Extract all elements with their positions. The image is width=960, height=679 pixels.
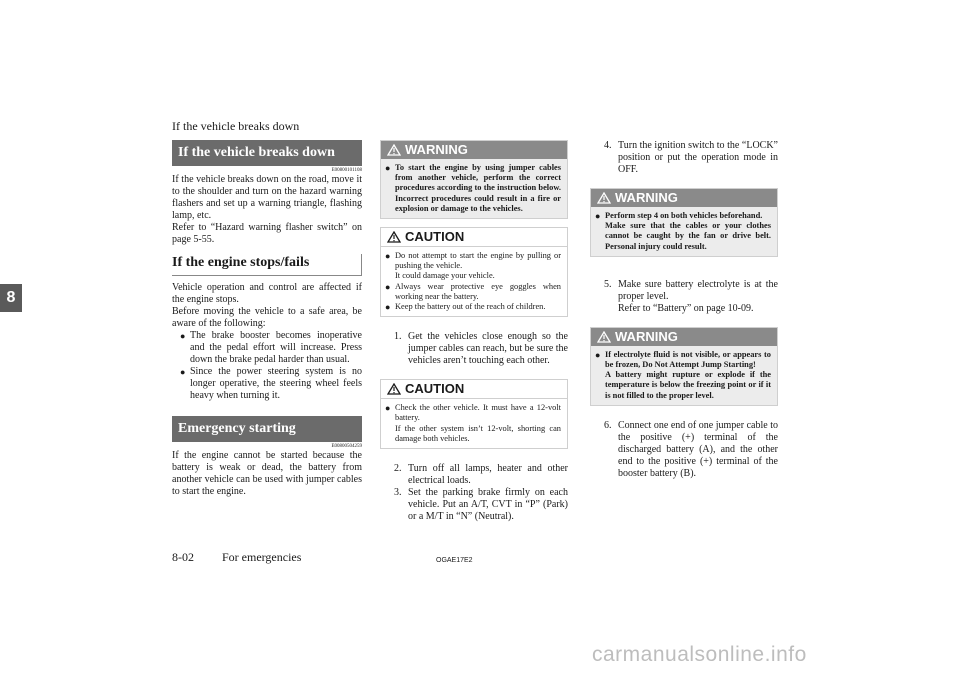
paragraph: If the engine cannot be started because the battery is weak or dead, the battery from another vehicle can be used with jumper cables to start the engine.	[172, 450, 362, 497]
watermark: carmanualsonline.info	[592, 643, 807, 666]
list-item: ● Check the other vehicle. It must have a 12-volt battery. If the other system isn’t 12-volt, shorting can damage both vehicles.	[385, 403, 561, 443]
warning-triangle-icon	[597, 331, 611, 343]
column-3	[590, 140, 778, 480]
bullet-icon: ●	[385, 163, 391, 173]
list-item: ● Do not attempt to start the engine by pulling or pushing the vehicle. It could damage your vehicle.	[385, 251, 561, 281]
column-2	[380, 140, 568, 523]
warning-box	[590, 327, 778, 406]
paragraph: If the vehicle breaks down on the road, move it to the shoulder and turn on the hazard warning flashers and set up a warning triangle, flashing lamp, etc.	[172, 174, 362, 221]
step-item: 1. Get the vehicles close enough so the jumper cables can reach, but be sure the vehicles aren’t touching each other.	[394, 331, 568, 367]
bullet-icon: ●	[180, 367, 186, 377]
warning-header: WARNING	[381, 141, 567, 159]
bullet-icon: ●	[385, 281, 391, 292]
running-header: If the vehicle breaks down	[172, 119, 300, 133]
list-item: ● The brake booster becomes inoperative and the pedal effort will increase. Press down the brake pedal harder than usual.	[180, 330, 362, 365]
bullet-icon: ●	[385, 403, 391, 414]
paragraph: Vehicle operation and control are affected if the engine stops.	[172, 282, 362, 305]
list-item: ● To start the engine by using jumper cables from another vehicle, perform the correct procedures according to the instruction below. Incorrect procedures could result in a fire or explosion or damage to the vehicles.	[385, 163, 561, 213]
paragraph-reference: Refer to “Hazard warning flasher switch” on page 5-55.	[172, 222, 362, 245]
page-number: 8-02	[172, 550, 194, 564]
footer-section-title: For emergencies	[222, 550, 302, 564]
warning-triangle-icon	[387, 231, 401, 243]
list-item: ● If electrolyte fluid is not visible, or appears to be frozen, Do Not Attempt Jump Starting! A battery might rupture or explode if the temperature is below the freezing point or if it is not filled to the proper level.	[595, 349, 771, 400]
warning-header: WARNING	[591, 328, 777, 346]
step-item: 3. Set the parking brake firmly on each vehicle. Put an A/T, CVT in “P” (Park) or a M/T in “N” (Neutral).	[394, 487, 568, 523]
bullet-icon: ●	[385, 302, 391, 313]
step-item: 2. Turn off all lamps, heater and other electrical loads.	[394, 463, 568, 487]
list-item: ● Always wear protective eye goggles when working near the battery.	[385, 281, 561, 301]
paragraph: Before moving the vehicle to a safe area, be aware of the following:	[172, 306, 362, 329]
caution-box	[380, 227, 568, 317]
step-item: 4. Turn the ignition switch to the “LOCK” position or put the operation mode in OFF.	[604, 140, 778, 175]
warning-triangle-icon	[387, 144, 401, 156]
list-item: ● Keep the battery out of the reach of children.	[385, 302, 546, 313]
warning-box	[590, 188, 778, 257]
caution-box	[380, 379, 568, 449]
warning-triangle-icon	[387, 383, 401, 395]
section-code: E00800101108	[331, 168, 362, 173]
step-item: 6. Connect one end of one jumper cable to the positive (+) terminal of the discharged battery (A), and the other end to the positive (+) terminal of the booster battery (B).	[604, 419, 778, 479]
column-1	[172, 140, 362, 498]
list-item: ● Since the power steering system is no longer operative, the steering wheel feels heavy when turning it.	[180, 366, 362, 401]
bullet-icon: ●	[595, 349, 601, 360]
section-code: E00800504259	[331, 444, 362, 449]
list-item: ● Perform step 4 on both vehicles beforehand. Make sure that the cables or your clothes cannot be caught by the fan or drive belt. Personal injury could result.	[595, 211, 771, 251]
warning-header: WARNING	[591, 189, 777, 207]
bullet-icon: ●	[595, 211, 601, 221]
warning-triangle-icon	[597, 192, 611, 204]
section-title-engine-stops: If the engine stops/fails	[172, 254, 362, 276]
section-title-emergency-starting: Emergency starting	[172, 416, 362, 442]
step-item: 5. Make sure battery electrolyte is at the proper level. Refer to “Battery” on page 10-09.	[604, 278, 778, 314]
bullet-icon: ●	[385, 251, 391, 262]
caution-header: CAUTION	[381, 380, 567, 399]
footer-code: OGAE17E2	[436, 557, 473, 564]
chapter-tab: 8	[0, 284, 22, 312]
caution-header: CAUTION	[381, 228, 567, 247]
bullet-icon: ●	[180, 331, 186, 341]
section-title-breaks-down: If the vehicle breaks down	[172, 140, 362, 166]
warning-box	[380, 140, 568, 219]
